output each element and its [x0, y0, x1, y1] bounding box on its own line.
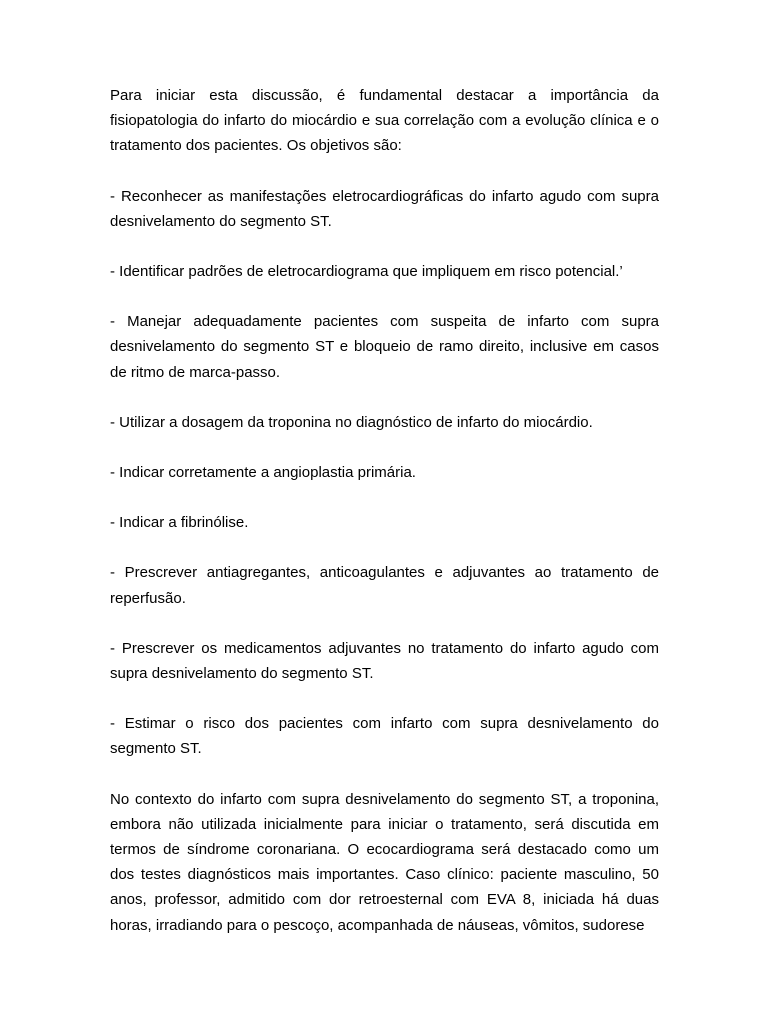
intro-paragraph: Para iniciar esta discussão, é fundamental destacar a importância da fisiopatologia do infarto do miocárdio e sua correlação com a evolução clínica e o tratamento dos pacientes. Os objetivos são:: [110, 87, 659, 155]
objective-antiplatelets: - Prescrever antiagregantes, anticoagulantes e adjuvantes ao tratamento de reperfusão.: [110, 564, 659, 607]
clinical-context-paragraph: No contexto do infarto com supra desnivelamento do segmento ST, a troponina, embora não utilizada inicialmente para iniciar o tratamento, será discutida em termos de síndrome coronariana. O ecocardiograma será destacado como um dos testes diagnósticos mais importantes. Caso clínico: paciente masculino, 50 anos, professor, admitido com dor retroesternal com EVA 8, iniciada há duas horas, irradiando para o pescoço, acompanhada de náuseas, vômitos, sudorese: [110, 790, 659, 934]
objective-troponin: - Utilizar a dosagem da troponina no diagnóstico de infarto do miocárdio.: [110, 413, 593, 431]
objective-risk-estimation: - Estimar o risco dos pacientes com infarto com supra desnivelamento do segmento ST.: [110, 715, 659, 758]
objective-fibrinolysis: - Indicar a fibrinólise.: [110, 514, 249, 532]
objective-angioplasty: - Indicar corretamente a angioplastia primária.: [110, 464, 416, 482]
objective-adjuvant-drugs: - Prescrever os medicamentos adjuvantes no tratamento do infarto agudo com supra desnivelamento do segmento ST.: [110, 639, 659, 683]
document-page: [110, 83, 659, 938]
objective-ecg-manifestations: - Reconhecer as manifestações eletrocardiográficas do infarto agudo com supra desnivelamento do segmento ST.: [110, 187, 659, 230]
objective-ecg-risk-patterns: - Identificar padrões de eletrocardiograma que impliquem em risco potencial.’: [110, 263, 623, 281]
objective-manage-patients: - Manejar adequadamente pacientes com suspeita de infarto com supra desnivelamento do segmento ST e bloqueio de ramo direito, inclusive em casos de ritmo de marca-passo.: [110, 313, 659, 381]
